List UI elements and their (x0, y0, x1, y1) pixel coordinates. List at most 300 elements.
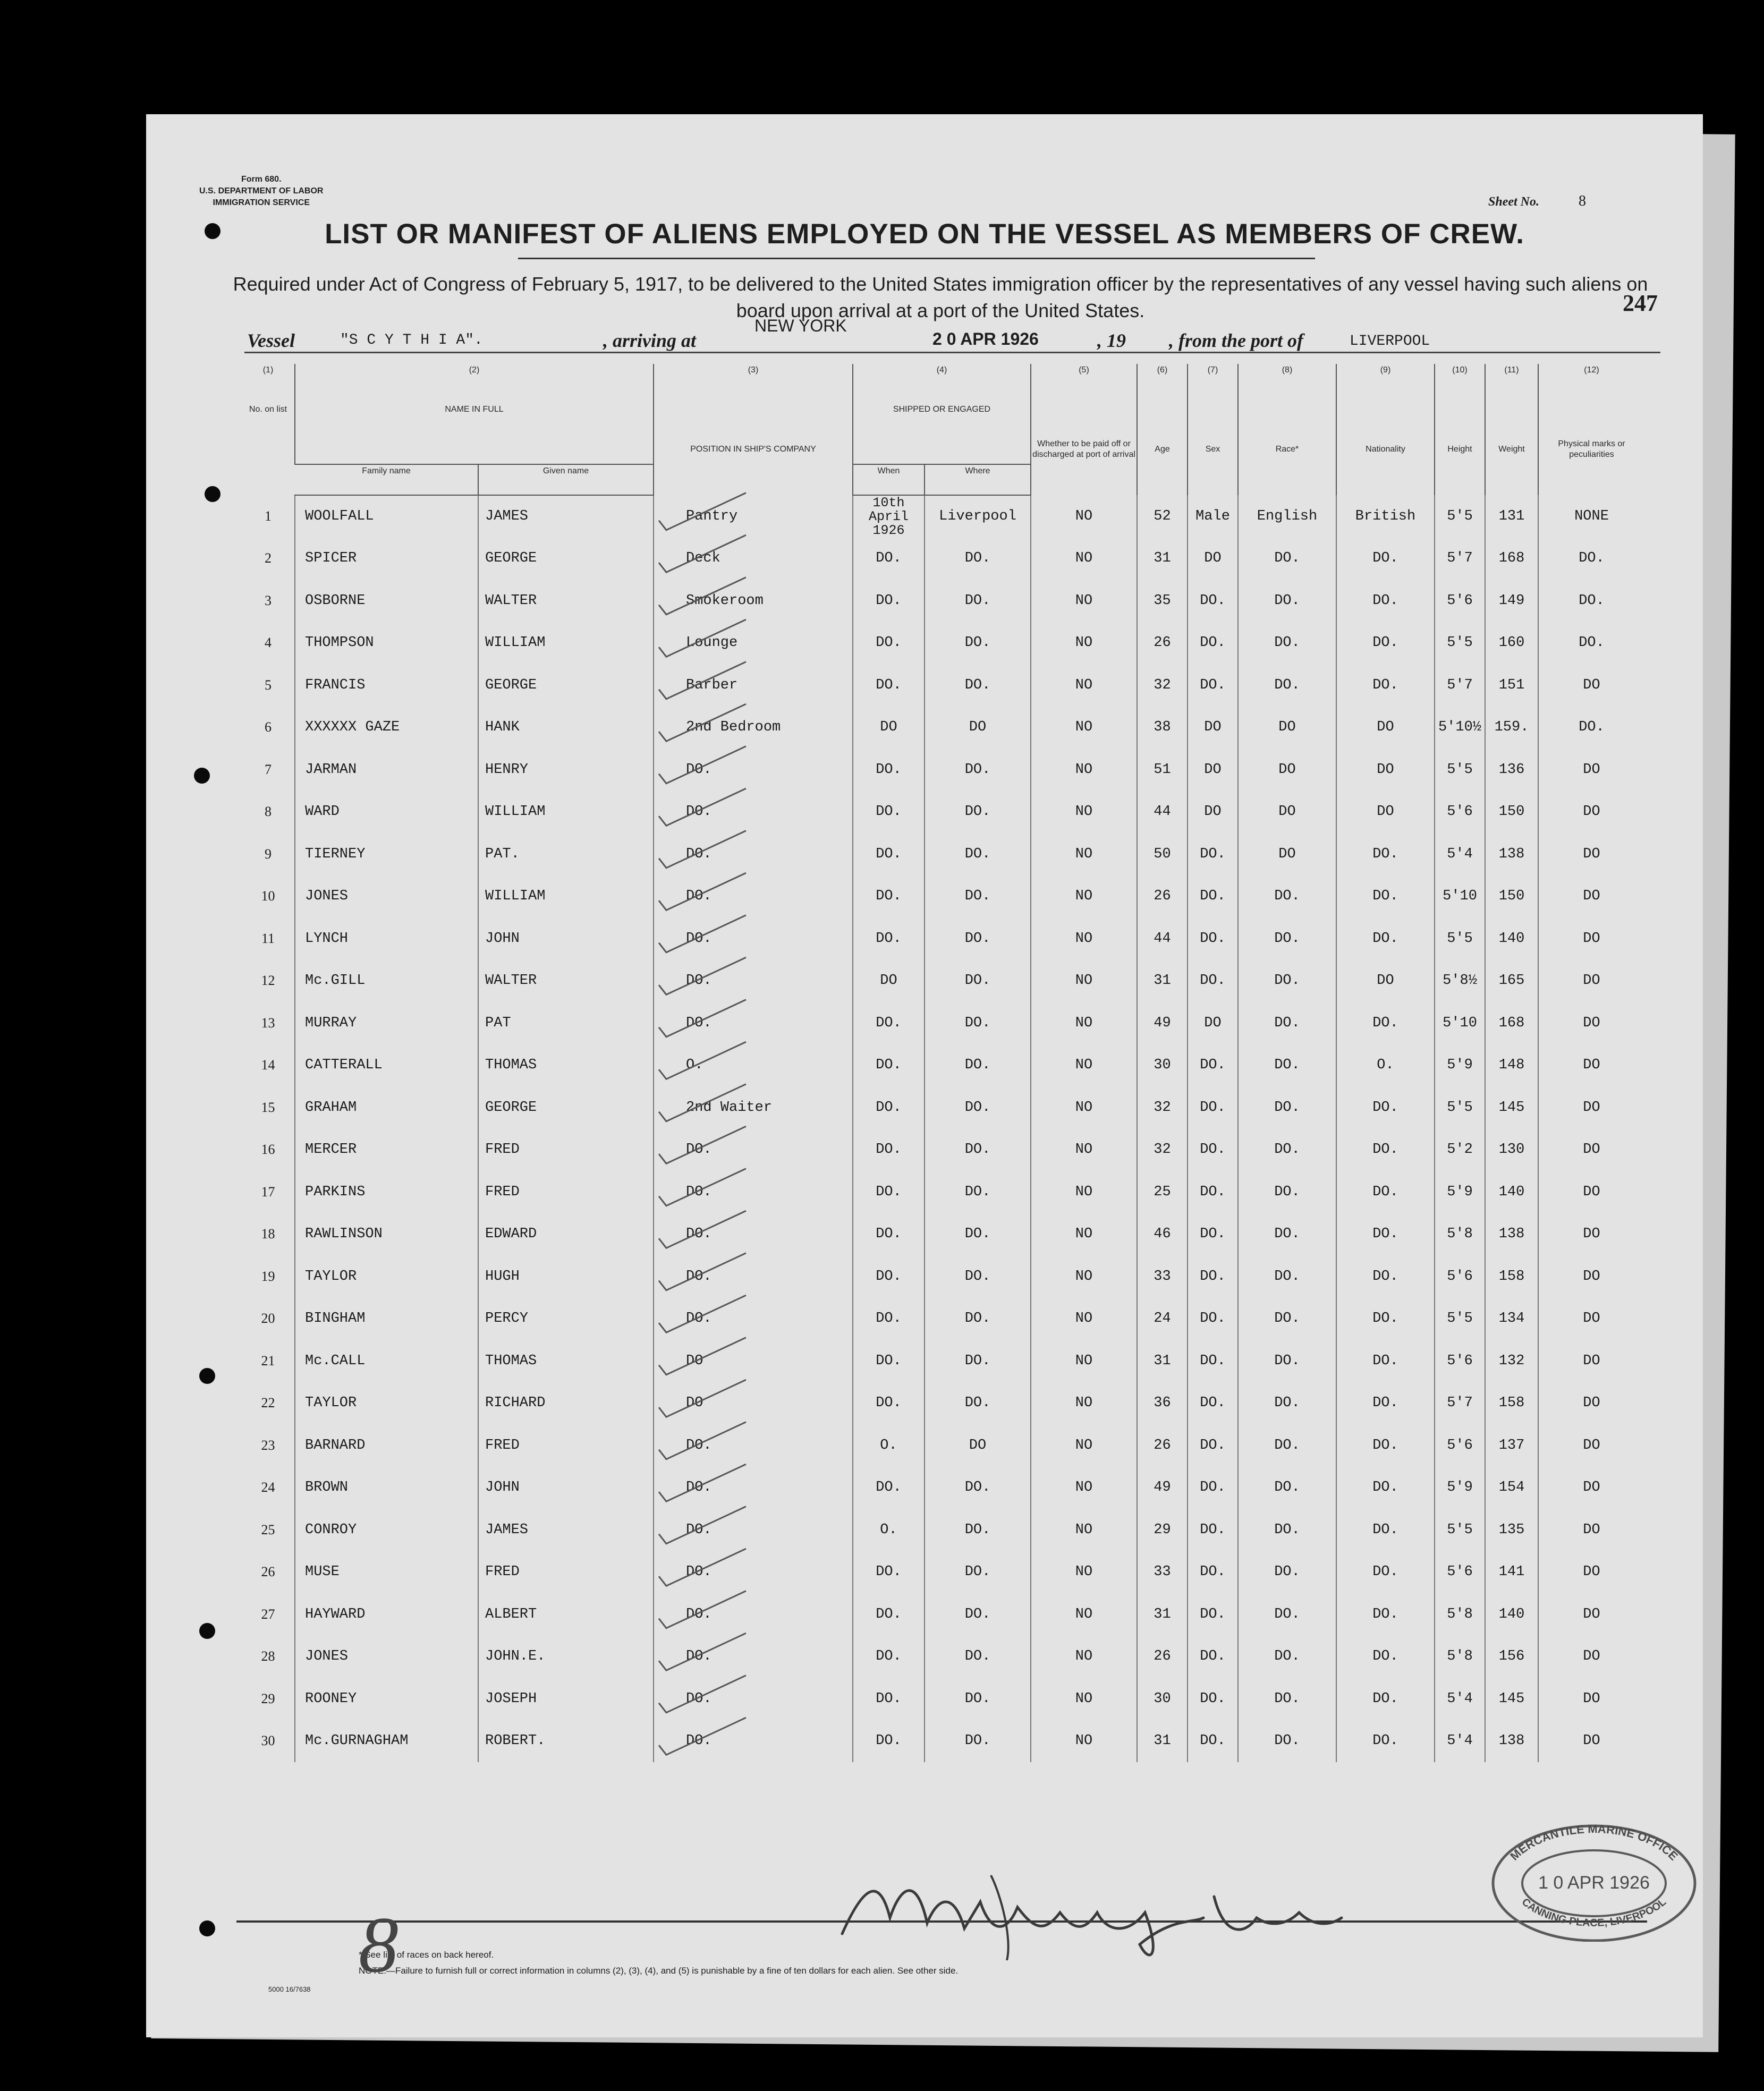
position-cell: DO. (654, 1298, 853, 1340)
signature (832, 1854, 1363, 1960)
given-name-cell: JOHN (478, 917, 654, 960)
nationality-cell: DO. (1336, 1424, 1435, 1467)
position-cell: DO. (654, 1002, 853, 1044)
family-name-cell: TIERNEY (295, 833, 478, 876)
paid-off-cell: NO (1031, 1424, 1137, 1467)
age-cell: 30 (1137, 1678, 1188, 1720)
family-name-cell: FRANCIS (295, 664, 478, 707)
shipped-when-cell: DO. (853, 1255, 925, 1298)
table-row (242, 749, 1644, 791)
race-cell: DO. (1238, 1636, 1336, 1678)
table-row (242, 1255, 1644, 1298)
shipped-when-cell: DO. (853, 749, 925, 791)
paid-off-cell: NO (1031, 1255, 1137, 1298)
physical-marks-cell: DO (1538, 1551, 1644, 1594)
position-cell: Lounge (654, 622, 853, 665)
height-cell: 5'5 (1435, 917, 1485, 960)
physical-marks-cell: DO (1538, 749, 1644, 791)
position-cell: DO. (654, 1467, 853, 1509)
weight-cell: 158 (1485, 1382, 1538, 1425)
nationality-cell: DO. (1336, 1171, 1435, 1213)
race-cell: DO. (1238, 960, 1336, 1002)
race-cell: DO. (1238, 1213, 1336, 1256)
given-name-cell: GEORGE (478, 1086, 654, 1129)
position-cell: DO. (654, 876, 853, 918)
footnote (359, 1947, 958, 1979)
nationality-cell: DO. (1336, 1467, 1435, 1509)
sex-cell: DO. (1188, 1593, 1238, 1636)
shipped-when-cell: DO (853, 960, 925, 1002)
family-name-cell: PARKINS (295, 1171, 478, 1213)
column-number-row (242, 364, 1644, 403)
nationality-cell: DO. (1336, 1298, 1435, 1340)
race-cell: DO. (1238, 876, 1336, 918)
paid-off-cell: NO (1031, 1298, 1137, 1340)
weight-cell: 137 (1485, 1424, 1538, 1467)
row-number-cell: 16 (261, 1142, 275, 1158)
height-cell: 5'9 (1435, 1044, 1485, 1087)
sheet-label: Sheet No. (1488, 195, 1539, 209)
race-cell: DO. (1238, 538, 1336, 580)
age-cell: 49 (1137, 1467, 1188, 1509)
given-name-cell: PAT (478, 1002, 654, 1044)
table-row (242, 707, 1644, 749)
family-name-cell: THOMPSON (295, 622, 478, 665)
physical-marks-cell: DO. (1538, 622, 1644, 665)
row-number-cell: 22 (261, 1395, 275, 1411)
nationality-cell: DO. (1336, 1002, 1435, 1044)
nationality-cell: DO. (1336, 1720, 1435, 1763)
given-name-cell: PAT. (478, 833, 654, 876)
given-name-cell: WILLIAM (478, 791, 654, 834)
physical-marks-cell: NONE (1538, 495, 1644, 538)
shipped-where-cell: DO. (925, 1509, 1031, 1551)
position-cell: Deck (654, 538, 853, 580)
paid-off-cell: NO (1031, 1551, 1137, 1594)
sex-cell: DO. (1188, 960, 1238, 1002)
height-cell: 5'8½ (1435, 960, 1485, 1002)
nationality-cell: DO. (1336, 664, 1435, 707)
list-number: 247 (1623, 290, 1658, 316)
shipped-when-cell: DO. (853, 1382, 925, 1425)
paid-off-cell: NO (1031, 1129, 1137, 1171)
shipped-where-cell: DO. (925, 1636, 1031, 1678)
weight-cell: 156 (1485, 1636, 1538, 1678)
position-cell: DO. (654, 1171, 853, 1213)
manifest-rows (242, 495, 1644, 1762)
family-name-cell: XXXXXX GAZE (295, 707, 478, 749)
shipped-where-cell: DO. (925, 1720, 1031, 1763)
position-cell: DO. (654, 1509, 853, 1551)
weight-cell: 154 (1485, 1467, 1538, 1509)
header-age: Age (1137, 403, 1188, 495)
table-row (242, 1720, 1644, 1763)
header-where: Where (925, 464, 1031, 495)
physical-marks-cell: DO (1538, 1593, 1644, 1636)
sex-cell: DO (1188, 749, 1238, 791)
from-port: LIVERPOOL (1350, 333, 1430, 350)
position-cell: DO. (654, 1213, 853, 1256)
svg-text:CANNING PLACE, LIVERPOOL (1520, 1896, 1668, 1929)
family-name-cell: LYNCH (295, 917, 478, 960)
shipped-where-cell: DO. (925, 876, 1031, 918)
nationality-cell: DO. (1336, 1551, 1435, 1594)
family-name-cell: ROONEY (295, 1678, 478, 1720)
shipped-when-cell: DO. (853, 1720, 925, 1763)
weight-cell: 131 (1485, 495, 1538, 538)
age-cell: 24 (1137, 1298, 1188, 1340)
page-mark: 8 (359, 1901, 398, 1989)
physical-marks-cell: DO (1538, 1340, 1644, 1382)
col-number-8: (8) (1238, 364, 1336, 403)
family-name-cell: RAWLINSON (295, 1213, 478, 1256)
punch-hole (205, 486, 220, 502)
paid-off-cell: NO (1031, 1678, 1137, 1720)
physical-marks-cell: DO (1538, 1129, 1644, 1171)
sex-cell: DO. (1188, 1720, 1238, 1763)
nationality-cell: DO. (1336, 1255, 1435, 1298)
position-cell: Pantry (654, 495, 853, 538)
paid-off-cell: NO (1031, 495, 1137, 538)
physical-marks-cell: DO (1538, 1467, 1644, 1509)
print-code: 5000 16/7638 (268, 1985, 311, 1993)
age-cell: 31 (1137, 960, 1188, 1002)
nationality-cell: DO. (1336, 580, 1435, 622)
header-paid-off: Whether to be paid off or discharged at port of arrival (1031, 403, 1137, 495)
table-row (242, 1467, 1644, 1509)
shipped-when-cell: DO. (853, 1086, 925, 1129)
punch-hole (199, 1623, 215, 1639)
race-cell: DO. (1238, 622, 1336, 665)
row-number-cell: 6 (265, 719, 272, 735)
weight-cell: 130 (1485, 1129, 1538, 1171)
table-row (242, 1678, 1644, 1720)
penalty-note: NOTE.—Failure to furnish full or correct information in columns (2), (3), (4), and (5) is punishable by a fine of ten dollars for each alien. See other side. (359, 1966, 959, 1976)
given-name-cell: FRED (478, 1171, 654, 1213)
height-cell: 5'8 (1435, 1593, 1485, 1636)
physical-marks-cell: DO (1538, 664, 1644, 707)
given-name-cell: FRED (478, 1424, 654, 1467)
race-cell: DO. (1238, 917, 1336, 960)
weight-cell: 141 (1485, 1551, 1538, 1594)
punch-hole (194, 768, 210, 784)
age-cell: 26 (1137, 876, 1188, 918)
table-row (242, 664, 1644, 707)
age-cell: 49 (1137, 1002, 1188, 1044)
row-number-cell: 10 (261, 888, 275, 904)
height-cell: 5'4 (1435, 1720, 1485, 1763)
race-cell: DO. (1238, 580, 1336, 622)
nationality-cell: DO. (1336, 1678, 1435, 1720)
weight-cell: 132 (1485, 1340, 1538, 1382)
paid-off-cell: NO (1031, 876, 1137, 918)
vessel-rule (244, 352, 1660, 353)
physical-marks-cell: DO (1538, 1678, 1644, 1720)
race-cell: DO. (1238, 1424, 1336, 1467)
weight-cell: 150 (1485, 876, 1538, 918)
punch-hole (199, 1368, 215, 1384)
table-row (242, 1424, 1644, 1467)
age-cell: 31 (1137, 1340, 1188, 1382)
shipped-where-cell: Liverpool (925, 495, 1031, 538)
row-number-cell: 23 (261, 1437, 275, 1453)
position-cell: O. (654, 1044, 853, 1087)
sex-cell: DO. (1188, 1044, 1238, 1087)
height-cell: 5'4 (1435, 833, 1485, 876)
row-number-cell: 4 (265, 635, 272, 651)
shipped-where-cell: DO. (925, 1086, 1031, 1129)
physical-marks-cell: DO (1538, 917, 1644, 960)
shipped-where-cell: DO. (925, 1129, 1031, 1171)
department-name: U.S. DEPARTMENT OF LABOR (199, 186, 324, 196)
shipped-where-cell: DO. (925, 622, 1031, 665)
sex-cell: DO. (1188, 1086, 1238, 1129)
age-cell: 44 (1137, 791, 1188, 834)
shipped-where-cell: DO. (925, 1255, 1031, 1298)
family-name-cell: TAYLOR (295, 1382, 478, 1425)
nationality-cell: DO. (1336, 622, 1435, 665)
family-name-cell: WOOLFALL (295, 495, 478, 538)
race-cell: DO. (1238, 1171, 1336, 1213)
position-cell: DO. (654, 1678, 853, 1720)
position-cell: DO. (654, 917, 853, 960)
race-cell: DO. (1238, 1340, 1336, 1382)
position-cell: DO. (654, 1593, 853, 1636)
family-name-cell: CONROY (295, 1509, 478, 1551)
crew-manifest-table (242, 364, 1644, 1762)
given-name-cell: GEORGE (478, 664, 654, 707)
row-number-cell: 1 (265, 508, 272, 524)
row-number-cell: 7 (265, 761, 272, 777)
family-name-cell: JONES (295, 1636, 478, 1678)
paid-off-cell: NO (1031, 917, 1137, 960)
given-name-cell: HUGH (478, 1255, 654, 1298)
sex-cell: DO (1188, 791, 1238, 834)
age-cell: 25 (1137, 1171, 1188, 1213)
race-cell: DO. (1238, 1509, 1336, 1551)
nationality-cell: DO (1336, 960, 1435, 1002)
height-cell: 5'6 (1435, 1551, 1485, 1594)
given-name-cell: THOMAS (478, 1044, 654, 1087)
weight-cell: 165 (1485, 960, 1538, 1002)
position-cell: DO (654, 1382, 853, 1425)
shipped-where-cell: DO. (925, 1382, 1031, 1425)
col-number-12: (12) (1538, 364, 1644, 403)
race-cell: DO (1238, 791, 1336, 834)
position-cell: Barber (654, 664, 853, 707)
family-name-cell: Mc.GILL (295, 960, 478, 1002)
given-name-cell: ALBERT (478, 1593, 654, 1636)
stamp-date: 1 0 APR 1926 (1538, 1873, 1650, 1893)
table-row (242, 1551, 1644, 1594)
age-cell: 32 (1137, 1129, 1188, 1171)
height-cell: 5'9 (1435, 1467, 1485, 1509)
col-number-5: (5) (1031, 364, 1137, 403)
shipped-when-cell: DO. (853, 1002, 925, 1044)
shipped-where-cell: DO (925, 1424, 1031, 1467)
given-name-cell: ROBERT. (478, 1720, 654, 1763)
nationality-cell: DO (1336, 707, 1435, 749)
table-row (242, 1340, 1644, 1382)
sex-cell: DO. (1188, 1255, 1238, 1298)
family-name-cell: GRAHAM (295, 1086, 478, 1129)
col-number-6: (6) (1137, 364, 1188, 403)
given-name-cell: THOMAS (478, 1340, 654, 1382)
weight-cell: 140 (1485, 1171, 1538, 1213)
given-name-cell: JOHN.E. (478, 1636, 654, 1678)
table-row (242, 833, 1644, 876)
row-number-cell: 14 (261, 1057, 275, 1073)
height-cell: 5'10 (1435, 876, 1485, 918)
nationality-cell: DO. (1336, 1086, 1435, 1129)
sex-cell: DO. (1188, 833, 1238, 876)
family-name-cell: BARNARD (295, 1424, 478, 1467)
position-cell: DO. (654, 960, 853, 1002)
shipped-when-cell: DO. (853, 1593, 925, 1636)
race-cell: DO. (1238, 1720, 1336, 1763)
table-row (242, 1382, 1644, 1425)
family-name-cell: TAYLOR (295, 1255, 478, 1298)
paid-off-cell: NO (1031, 1593, 1137, 1636)
given-name-cell: JOSEPH (478, 1678, 654, 1720)
physical-marks-cell: DO (1538, 1382, 1644, 1425)
header-given-name: Given name (478, 464, 654, 495)
family-name-cell: CATTERALL (295, 1044, 478, 1087)
given-name-cell: FRED (478, 1129, 654, 1171)
race-cell: DO. (1238, 1255, 1336, 1298)
header-family-name: Family name (295, 464, 478, 495)
position-cell: DO. (654, 1551, 853, 1594)
nationality-cell: DO. (1336, 1129, 1435, 1171)
weight-cell: 159. (1485, 707, 1538, 749)
table-row (242, 622, 1644, 665)
sheet-number-field (1488, 193, 1586, 210)
height-cell: 5'5 (1435, 1509, 1485, 1551)
shipped-when-cell: DO. (853, 791, 925, 834)
height-cell: 5'6 (1435, 791, 1485, 834)
nationality-cell: DO. (1336, 1509, 1435, 1551)
shipped-where-cell: DO. (925, 1002, 1031, 1044)
age-cell: 31 (1137, 1593, 1188, 1636)
shipped-where-cell: DO. (925, 664, 1031, 707)
sex-cell: DO. (1188, 664, 1238, 707)
sex-cell: DO. (1188, 1678, 1238, 1720)
age-cell: 26 (1137, 1636, 1188, 1678)
header-sex: Sex (1188, 403, 1238, 495)
sex-cell: DO. (1188, 1509, 1238, 1551)
family-name-cell: SPICER (295, 538, 478, 580)
shipped-when-cell: DO. (853, 538, 925, 580)
height-cell: 5'5 (1435, 495, 1485, 538)
paid-off-cell: NO (1031, 580, 1137, 622)
arrival-date-stamp: 2 0 APR 1926 (932, 329, 1039, 348)
table-row (242, 1509, 1644, 1551)
col-number-1: (1) (262, 366, 274, 375)
nationality-cell: DO. (1336, 876, 1435, 918)
table-row (242, 1129, 1644, 1171)
physical-marks-cell: DO. (1538, 707, 1644, 749)
arriving-port: NEW YORK (754, 316, 847, 335)
given-name-cell: WALTER (478, 580, 654, 622)
shipped-when-cell: O. (853, 1509, 925, 1551)
paid-off-cell: NO (1031, 1720, 1137, 1763)
nationality-cell: DO. (1336, 1213, 1435, 1256)
weight-cell: 136 (1485, 749, 1538, 791)
row-number-cell: 5 (265, 677, 272, 693)
physical-marks-cell: DO (1538, 1002, 1644, 1044)
header-race: Race* (1238, 403, 1336, 495)
nationality-cell: DO. (1336, 1636, 1435, 1678)
weight-cell: 151 (1485, 664, 1538, 707)
row-number-cell: 27 (261, 1606, 275, 1622)
row-number-cell: 9 (265, 846, 272, 862)
shipped-when-cell: DO. (853, 1044, 925, 1087)
race-cell: DO. (1238, 664, 1336, 707)
shipped-where-cell: DO. (925, 1044, 1031, 1087)
table-row (242, 1002, 1644, 1044)
row-number-cell: 29 (261, 1690, 275, 1706)
paid-off-cell: NO (1031, 707, 1137, 749)
header-physical-marks: Physical marks or peculiarities (1538, 403, 1644, 495)
height-cell: 5'10 (1435, 1002, 1485, 1044)
position-cell: DO. (654, 791, 853, 834)
race-cell: DO. (1238, 1551, 1336, 1594)
race-cell: DO. (1238, 1467, 1336, 1509)
row-number-cell: 25 (261, 1522, 275, 1537)
given-name-cell: PERCY (478, 1298, 654, 1340)
position-cell: 2nd Waiter (654, 1086, 853, 1129)
table-row (242, 960, 1644, 1002)
race-cell: DO (1238, 707, 1336, 749)
races-note: * See list of races on back hereof. (359, 1950, 494, 1960)
physical-marks-cell: DO (1538, 960, 1644, 1002)
shipped-where-cell: DO. (925, 749, 1031, 791)
given-name-cell: RICHARD (478, 1382, 654, 1425)
shipped-when-cell: DO. (853, 1129, 925, 1171)
shipped-when-cell: DO. (853, 1171, 925, 1213)
paid-off-cell: NO (1031, 791, 1137, 834)
shipped-where-cell: DO. (925, 580, 1031, 622)
table-row (242, 1593, 1644, 1636)
sex-cell: DO. (1188, 1213, 1238, 1256)
age-cell: 30 (1137, 1044, 1188, 1087)
header-weight: Weight (1485, 403, 1538, 495)
weight-cell: 138 (1485, 833, 1538, 876)
height-cell: 5'5 (1435, 1086, 1485, 1129)
age-cell: 38 (1137, 707, 1188, 749)
family-name-cell: BROWN (295, 1467, 478, 1509)
weight-cell: 145 (1485, 1086, 1538, 1129)
race-cell: DO. (1238, 1044, 1336, 1087)
sex-cell: DO. (1188, 1340, 1238, 1382)
shipped-when-cell: DO. (853, 1551, 925, 1594)
row-number-cell: 8 (265, 804, 272, 820)
position-cell: DO. (654, 1255, 853, 1298)
weight-cell: 138 (1485, 1213, 1538, 1256)
table-row (242, 1044, 1644, 1087)
shipped-when-cell: DO. (853, 622, 925, 665)
age-cell: 35 (1137, 580, 1188, 622)
position-cell: Smokeroom (654, 580, 853, 622)
age-cell: 52 (1137, 495, 1188, 538)
height-cell: 5'7 (1435, 538, 1485, 580)
physical-marks-cell: DO (1538, 1509, 1644, 1551)
weight-cell: 158 (1485, 1255, 1538, 1298)
race-cell: DO. (1238, 1382, 1336, 1425)
col-number-2: (2) (295, 364, 654, 403)
row-number-cell: 2 (265, 550, 272, 566)
race-cell: DO. (1238, 1298, 1336, 1340)
